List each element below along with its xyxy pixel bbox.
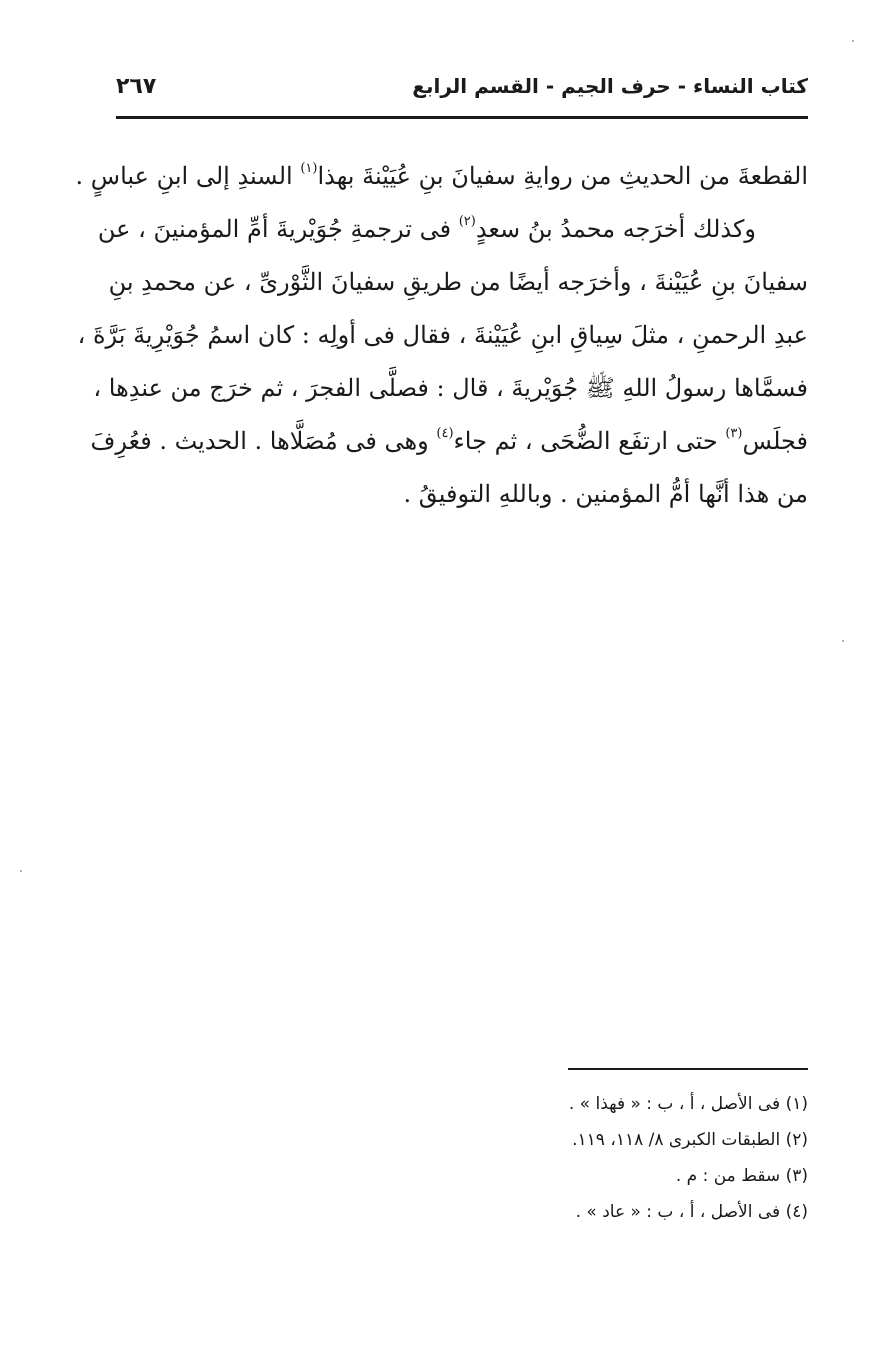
page-header <box>116 70 808 110</box>
scan-speck <box>20 870 22 872</box>
footnotes <box>400 1086 808 1230</box>
text-line-7: من هذا أنَّها أمُّ المؤمنين . وباللهِ التوفيقُ . <box>403 480 808 508</box>
header-rule <box>116 116 808 119</box>
text-line-1-part-2: السندِ إلى ابنِ عباسٍ . <box>75 162 301 190</box>
footnote-ref-3: (٣) <box>725 426 743 441</box>
footnote-3: (٣) سقط من : م . <box>675 1166 808 1186</box>
text-line-4: عبدِ الرحمنِ ، مثلَ سِياقِ ابنِ عُيَيْنةَ ، فقال فى أولِه : كان اسمُ جُوَيْرِيةَ بَرَّةَ ، <box>77 321 808 349</box>
text-line-6 <box>90 415 808 468</box>
page-number: ٢٦٧ <box>116 74 157 99</box>
text-line-1-part-1: القطعةَ من الحديثِ من روايةِ سفيانَ بنِ عُيَيْنةَ بهذا <box>317 162 808 190</box>
text-line-6-part-2: حتى ارتفَع الضُّحَى ، ثم جاء <box>453 427 726 455</box>
footnote-2: (٢) الطبقات الكبرى ٨/ ١١٨، ١١٩. <box>572 1130 808 1150</box>
scan-speck <box>842 640 844 642</box>
text-line-3: سفيانَ بنِ عُيَيْنةَ ، وأخرَجه أيضًا من طريقِ سفيانَ الثَّوْرىِّ ، عن محمدِ بنِ <box>108 268 808 296</box>
text-line-2 <box>97 203 808 256</box>
scan-speck <box>852 40 854 42</box>
text-line-6-part-3: وهى فى مُصَلَّاها . الحديث . فعُرِفَ <box>90 427 437 455</box>
running-title: كتاب النساء - حرف الجيم - القسم الرابع <box>412 74 808 98</box>
footnote-separator <box>568 1068 808 1070</box>
text-line-2-part-1: وكذلك أخرَجه محمدُ بنُ سعدٍ <box>475 215 756 243</box>
footnote-ref-4: (٤) <box>436 426 454 441</box>
footnote-ref-1: (١) <box>300 161 318 176</box>
footnote-ref-2: (٢) <box>458 214 476 229</box>
main-text <box>75 150 808 521</box>
text-line-6-part-1: فجلَس <box>742 427 808 455</box>
text-line-2-part-2: فى ترجمةِ جُوَيْريةَ أمِّ المؤمنينَ ، عن <box>97 215 459 243</box>
text-line-1 <box>75 150 808 203</box>
footnote-4: (٤) فى الأصل ، أ ، ب : « عاد » . <box>575 1202 808 1222</box>
text-line-5: فسمَّاها رسولُ اللهِ ﷺ جُوَيْريةَ ، قال : فصلَّى الفجرَ ، ثم خرَج من عندِها ، <box>93 374 808 402</box>
footnote-1: (١) فى الأصل ، أ ، ب : « فهذا » . <box>568 1094 808 1114</box>
